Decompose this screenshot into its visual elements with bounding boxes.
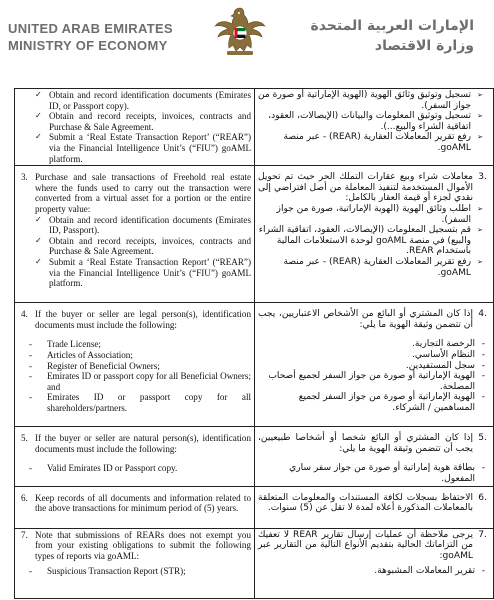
dash-list-item: - Emirates ID or passport copy for all shareholders/partners. [47, 392, 251, 413]
clause [19, 493, 251, 514]
arabic-cell [255, 528, 494, 598]
dash-list-item: - Emirates ID or passport copy for all Beneficial Owners; and [47, 371, 251, 392]
checklist-item-ar: ➢ قم بتسجيل المعلومات (الإيصالات، العقود، اتفاقية الشراء والبيع) في منصة goAML لوحدة الاستعلامات المالية باستخدام REAR. [258, 225, 471, 257]
dash-list-item: - Articles of Association; [47, 350, 251, 361]
table-row [15, 486, 494, 528]
clause-number-ar: .6 [478, 492, 487, 503]
dash-list-item-ar: - بطاقة هوية إماراتية أو صورة من جواز سفر ساري المفعول. [258, 463, 475, 484]
english-cell [15, 427, 255, 486]
checklist [19, 215, 251, 289]
arabic-cell [255, 89, 494, 166]
clause-text-ar: يرجى ملاحظة أن عمليات إرسال تقارير REAR لا تعفيك من التزاماتك الحالية بتقديم الأنواع التالية من التقارير عبر goAML: [258, 529, 473, 561]
dash-list-item-ar: - الرخصة التجارية. [258, 339, 475, 350]
clause-number-ar: .4 [478, 309, 487, 320]
dash-list-item-ar: - النظام الأساسي. [258, 350, 475, 361]
clause-number: 6. [21, 492, 28, 503]
dash-list [19, 339, 251, 413]
dash-list-item: - Trade License; [47, 339, 251, 350]
header-country-ar: الإمارات العربية المتحدة [310, 18, 474, 34]
clause [19, 433, 251, 454]
english-cell [15, 528, 255, 598]
table-row [15, 303, 494, 427]
clause-ar [258, 493, 489, 514]
clause-text: Purchase and sale transactions of Freehold real estate where the funds used to carry out the transaction were converted from a virtual asset for a portion or the entire property value: [35, 172, 251, 214]
clause-ar [258, 433, 489, 454]
checklist-ar [258, 90, 489, 154]
dash-list [19, 566, 251, 577]
header-ministry: MINISTRY OF ECONOMY [8, 38, 168, 53]
clause [19, 530, 251, 562]
dash-list-item-ar: - الهوية الإماراتية أو صورة من جواز السفر لجميع أصحاب المصلحة. [258, 371, 475, 392]
clause-number-ar: .3 [478, 172, 487, 183]
arabic-cell [255, 427, 494, 486]
checklist-item-ar: ➢ تسجيل وتوثيق المعلومات والبيانات (الإيصالات، العقود، اتفاقية الشراء والبيع...). [258, 111, 471, 132]
table-row [15, 427, 494, 486]
english-cell [15, 303, 255, 427]
clause [19, 172, 251, 214]
clause-number-ar: .5 [478, 433, 487, 444]
ministry-header [0, 0, 482, 86]
clause-text-ar: الاحتفاظ بسجلات لكافة المستندات والمعلومات المتعلقة بالمعاملات المذكورة أعلاه لمدة لا تقل عن (5) سنوات. [258, 492, 473, 514]
checklist-item: ✓ Submit a ‘Real Estate Transaction Report’ (“REAR”) via the Financial Intelligence Unit’s (“FIU”) goAML platform. [49, 257, 251, 289]
header-ministry-ar: وزارة الاقتصاد [374, 38, 474, 54]
dash-list-ar [258, 566, 489, 577]
checklist-ar [258, 204, 489, 278]
clause-number: 7. [21, 529, 28, 540]
checklist-item-ar: ➢ اطلب وثائق الهوية (الهوية الإماراتية، صورة من جواز السفر). [258, 204, 471, 225]
table-row [15, 89, 494, 166]
clause-ar [258, 172, 489, 204]
checklist-item: ✓ Submit a ‘Real Estate Transaction Report’ (“REAR”) via the Financial Intelligence Unit’s (“FIU”) goAML platform. [49, 132, 251, 164]
english-cell [15, 486, 255, 528]
clause-text: If the buyer or seller are natural person(s), identification documents must include the following: [35, 433, 251, 454]
dash-list-item-ar: - الهوية الإماراتية أو صورة من جواز السفر لجميع المساهمين / الشركاء. [258, 392, 475, 413]
checklist-item-ar: ➢ رفع تقرير المعاملات العقارية (REAR) - عبر منصة goAML. [258, 257, 471, 278]
clause-text: Keep records of all documents and information related to the above transactions for minimum period of (5) years. [35, 492, 251, 514]
clause-text-ar: معاملات شراء وبيع عقارات التملك الحر حيث تم تحويل الأموال المستخدمة لتنفيذ المعاملة من أصل افتراضي إلى نقدي لجزء أو قيمة العقار بالكامل: [258, 172, 473, 204]
english-cell [15, 166, 255, 303]
clause-text-ar: إذا كان المشتري أو البائع شخصا أو أشخاصا طبيعيين، يجب أن تتضمن وثيقة الهوية ما يلي: [258, 433, 473, 454]
checklist-item: ✓ Obtain and record identification documents (Emirates ID, Passport). [49, 215, 251, 236]
clause [19, 309, 251, 330]
dash-list-item: - Register of Beneficial Owners; [47, 361, 251, 372]
header-english [8, 20, 173, 54]
clause-number: 5. [21, 433, 28, 444]
dash-list-item: - Suspicious Transaction Report (STR); [47, 566, 251, 577]
checklist-item: ✓ Obtain and record receipts, invoices, contracts and Purchase & Sale Agreement. [49, 111, 251, 132]
arabic-cell [255, 486, 494, 528]
english-cell [15, 89, 255, 166]
clause-ar [258, 309, 489, 330]
dash-list [19, 463, 251, 474]
clause-number: 4. [21, 309, 28, 320]
checklist-item: ✓ Obtain and record identification documents (Emirates ID, or Passport copy). [49, 90, 251, 111]
checklist-item-ar: ➢ رفع تقرير المعاملات العقارية (REAR) - عبر منصة goAML. [258, 132, 471, 153]
arabic-cell [255, 303, 494, 427]
clause-text-ar: إذا كان المشتري أو البائع من الأشخاص الاعتباريين، يجب أن تتضمن وثيقة الهوية ما يلي: [258, 309, 473, 330]
checklist-item: ✓ Obtain and record receipts, invoices, contracts and Purchase & Sale Agreement. [49, 236, 251, 257]
table-row [15, 166, 494, 303]
checklist-item-ar: ➢ تسجيل وتوثيق وثائق الهوية (الهوية الإماراتية أو صورة من جواز السفر). [258, 90, 471, 111]
clause-text: If the buyer or seller are legal person(s), identification documents must include the following: [35, 309, 251, 330]
header-country: UNITED ARAB EMIRATES [8, 21, 173, 36]
checklist [19, 90, 251, 164]
clause-number: 3. [21, 172, 28, 183]
uae-falcon-emblem-icon [212, 2, 268, 58]
dash-list-item-ar: - تقرير المعاملات المشبوهة. [258, 566, 475, 577]
header-arabic [310, 16, 474, 56]
dash-list-item: - Valid Emirates ID or Passport copy. [47, 463, 251, 474]
dash-list-ar [258, 463, 489, 484]
table-row [15, 528, 494, 598]
arabic-cell [255, 166, 494, 303]
dash-list-ar [258, 339, 489, 413]
dash-list-item-ar: - سجل المستفيدين. [258, 361, 475, 372]
requirements-table [14, 88, 494, 599]
clause-number-ar: .7 [478, 529, 487, 540]
clause-ar [258, 530, 489, 562]
clause-text: Note that submissions of REARs does not exempt you from your existing obligations to submit the following types of reports via goAML: [35, 529, 251, 561]
